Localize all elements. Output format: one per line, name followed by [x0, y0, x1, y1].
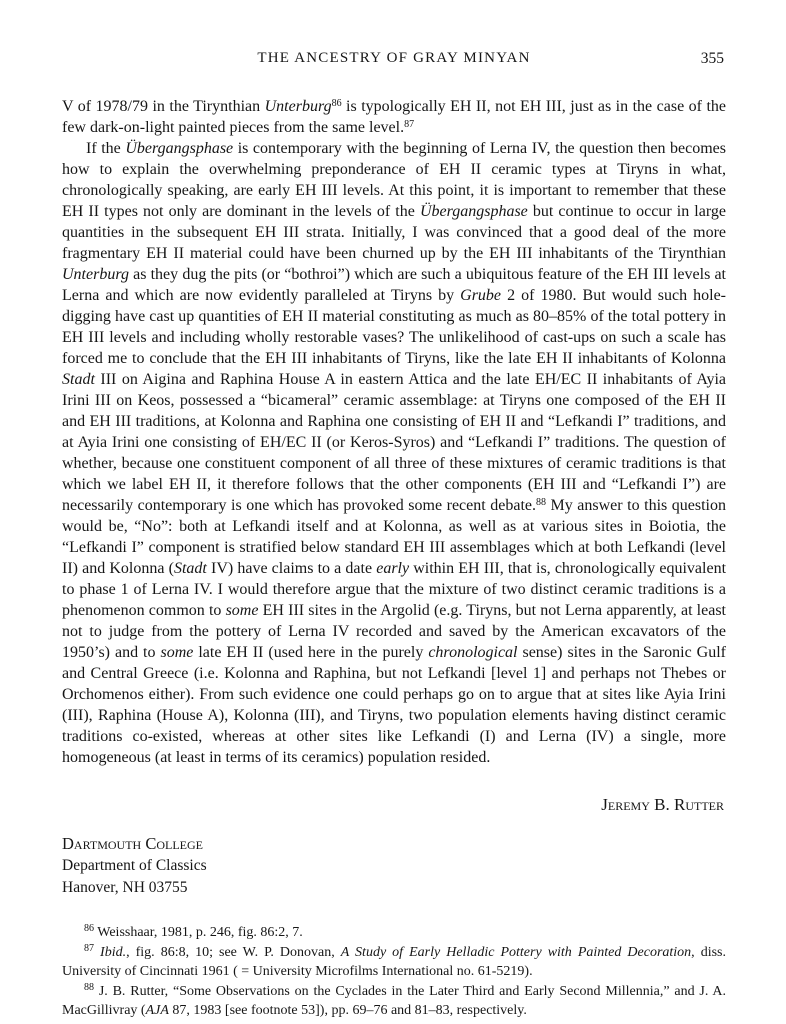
paragraph-main: If the Übergangsphase is contemporary with the beginning of Lerna IV, the question then becomes how to explain the overwhelming preponderance of EH II ceramic types at Tiryns in what, chronologically speaking, are early EH III levels. At this point, it is important to remember that these EH II types not only are dominant in the levels of the Übergangsphase but continue to occur in large quantities in the subsequent EH III strata. Initially, I was convinced that a good deal of the more fragmentary EH II material could have been churned up by the EH III inhabitants of the Tirynthian Unterburg as they dug the pits (or “bothroi”) which are such a ubiquitous feature of the EH III levels at Lerna and which are now evidently paralleled at Tiryns by Grube 2 of 1980. But would such hole-digging have cast up quantities of EH II material constituting as much as 80–85% of the total pottery in EH III levels and including wholly restorable vases? The unlikelihood of cast-ups on such a scale has forced me to conclude that the EH III inhabitants of Tiryns, like the late EH II inhabitants of Kolonna Stadt III on Aigina and Raphina House A in eastern Attica and the late EH/EC II inhabitants of Ayia Irini III on Keos, possessed a “bicameral” ceramic assemblage: at Tiryns one composed of the EH II and EH III traditions, at Kolonna and Raphina one consisting of EH II and “Lefkandi I” traditions, and at Ayia Irini one consisting of EH/EC II (or Keros-Syros) and “Lefkandi I” traditions. The question of whether, because one constituent component of all three of these mixtures of ceramic traditions is that which we label EH II, it therefore follows that the other components (EH III and “Lefkandi I”) are necessarily contemporary is one which has provoked some recent debate.$^{88}$ My answer to this question would be, “No”: both at Lefkandi itself and at Kolonna, as well as at various sites in Boiotia, the “Lefkandi I” component is stratified below standard EH III assemblages which at both Lefkandi (level II) and Kolonna (Stadt IV) have claims to a date early within EH III, that is, chronologically equivalent to phase 1 of Lerna IV. I would therefore argue that the mixture of two distinct ceramic traditions is a phenomenon common to some EH III sites in the Argolid (e.g. Tiryns, but not Lerna apparently, at least not to judge from the pottery of Lerna IV recorded and saved by the American excavators of the 1950’s) and to some late EH II (used here in the purely chronological sense) sites in the Saronic Gulf and Central Greece (i.e. Kolonna and Raphina, but not Lefkandi [level 1] and perhaps not Thebes or Orchomenos either). From such evidence one could perhaps go on to argue that at sites like Ayia Irini (III), Raphina (House A), Kolonna (III), and Tiryns, two population elements having distinct ceramic traditions co-existed, whereas at other sites like Lefkandi (I) and Lerna (IV) a single, more homogeneous (at least in terms of its ceramics) population resided. — [62, 140, 727, 766]
affiliation-institution: Dartmouth College — [62, 834, 203, 853]
footnote-86: $^{86}$ Weisshaar, 1981, p. 246, fig. 86:2, 7. — [84, 923, 303, 940]
footnote-88: $^{88}$ J. B. Rutter, “Some Observations on the Cyclades in the Later Third and Early Second Millennia,” and J. A. MacGillivray (AJA 87, 1983 [see footnote 53]), pp. 69–76 and 81–83, respectively. — [62, 981, 726, 1018]
article-body — [62, 96, 726, 768]
page-header — [62, 50, 726, 72]
page-number: 355 — [700, 50, 724, 67]
footnote-87: $^{87}$ Ibid., fig. 86:8, 10; see W. P. Donovan, A Study of Early Helladic Pottery with Painted Decoration, diss. University of Cincinnati 1961 ( = University Microfilms International no. 61-5219). — [62, 942, 726, 979]
footnotes-section — [62, 923, 726, 1021]
running-title: THE ANCESTRY OF GRAY MINYAN — [257, 50, 531, 66]
affiliation-department: Department of Classics — [62, 857, 207, 874]
author-signature: Jeremy B. Rutter — [601, 795, 724, 814]
paragraph-continuation: V of 1978/79 in the Tirynthian Unterburg$^{86}$ is typologically EH II, not EH III, just as in the case of the few dark-on-light painted pieces from the same level.$^{87}$ — [62, 98, 727, 136]
author-affiliation-block — [62, 833, 726, 899]
affiliation-city: Hanover, NH 03755 — [62, 879, 188, 896]
